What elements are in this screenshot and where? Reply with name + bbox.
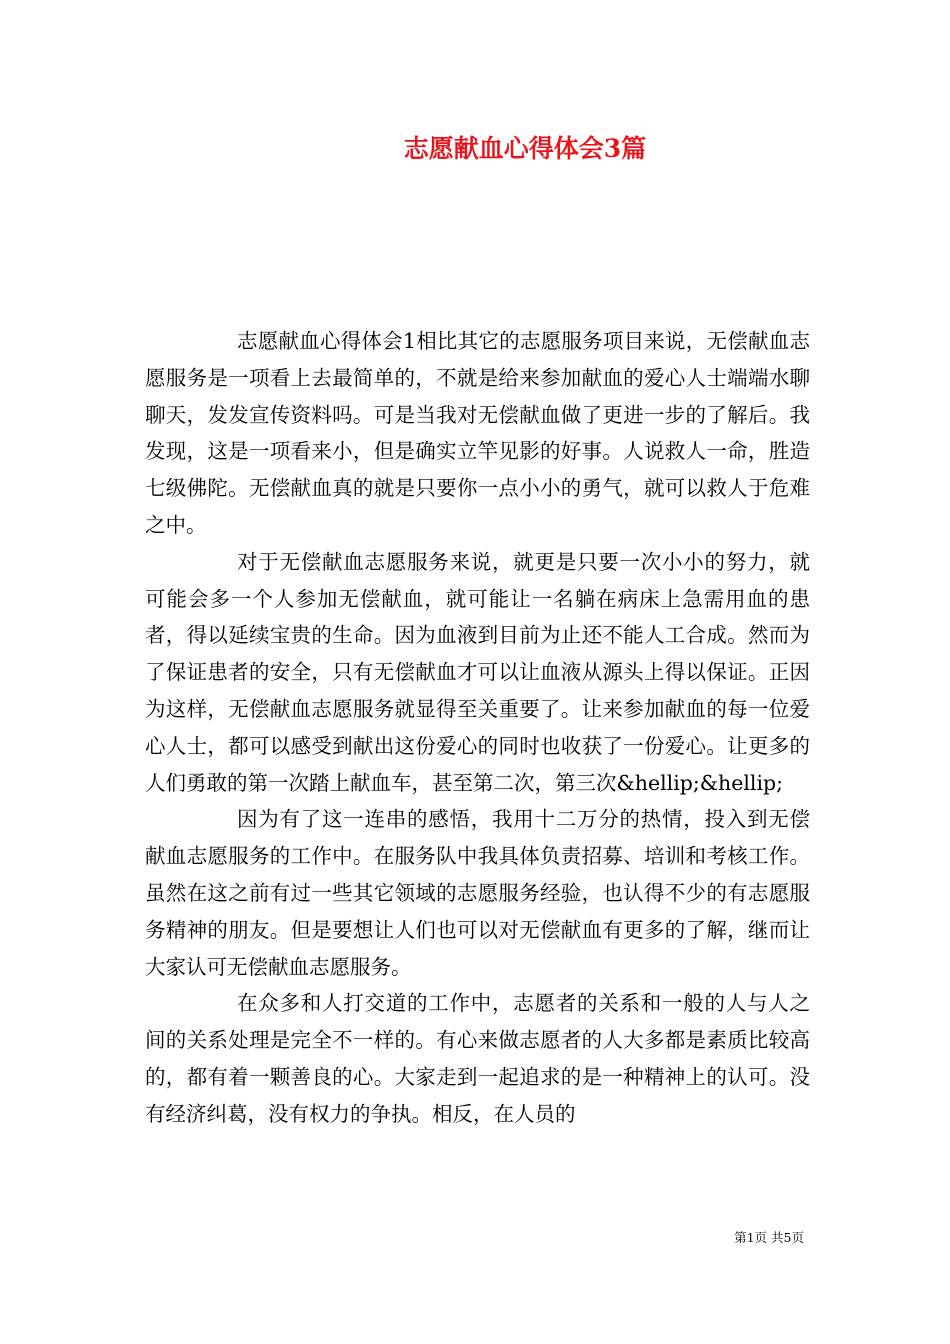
paragraph: 志愿献血心得体会1相比其它的志愿服务项目来说，无偿献血志愿服务是一项看上去最简单的，不就是给来参加献血的爱心人士端端水聊聊天，发发宣传资料吗。可是当我对无偿献血做了更进一步的了解后。我发现，这是一项看来小，但是确实立竿见影的好事。人说救人一命，胜造七级佛陀。无偿献血真的就是只要你一点小小的勇气，就可以救人于危难之中。: [145, 329, 810, 537]
paragraph: 对于无偿献血志愿服务来说，就更是只要一次小小的努力，就可能会多一个人参加无偿献血，就可能让一名躺在病床上急需用血的患者，得以延续宝贵的生命。因为血液到目前为止还不能人工合成。然而为了保证患者的安全，只有无偿献血才可以让血液从源头上得以保证。正因为这样，无偿献血志愿服务就显得至关重要了。让来参加献血的每一位爱心人士，都可以感受到献出这份爱心的同时也收获了一份爱心。让更多的人们勇敢的第一次踏上献血车，甚至第二次，第三次&hellip;&hellip;: [145, 549, 810, 795]
page-number-footer: 第1页 共5页: [734, 1230, 804, 1245]
paragraph: 在众多和人打交道的工作中，志愿者的关系和一般的人与人之间的关系处理是完全不一样的。有心来做志愿者的人大多都是素质比较高的，都有着一颗善良的心。大家走到一起追求的是一种精神上的认可。没有经济纠葛，没有权力的争执。相反，在人员的: [145, 991, 810, 1126]
document-body: [145, 323, 810, 1133]
document-title: 志愿献血心得体会3篇: [403, 134, 647, 163]
paragraph: 因为有了这一连串的感悟，我用十二万分的热情，投入到无偿献血志愿服务的工作中。在服务队中我具体负责招募、培训和考核工作。虽然在这之前有过一些其它领域的志愿服务经验，也认得不少的有志愿服务精神的朋友。但是要想让人们也可以对无偿献血有更多的了解，继而让大家认可无偿献血志愿服务。: [145, 807, 810, 979]
